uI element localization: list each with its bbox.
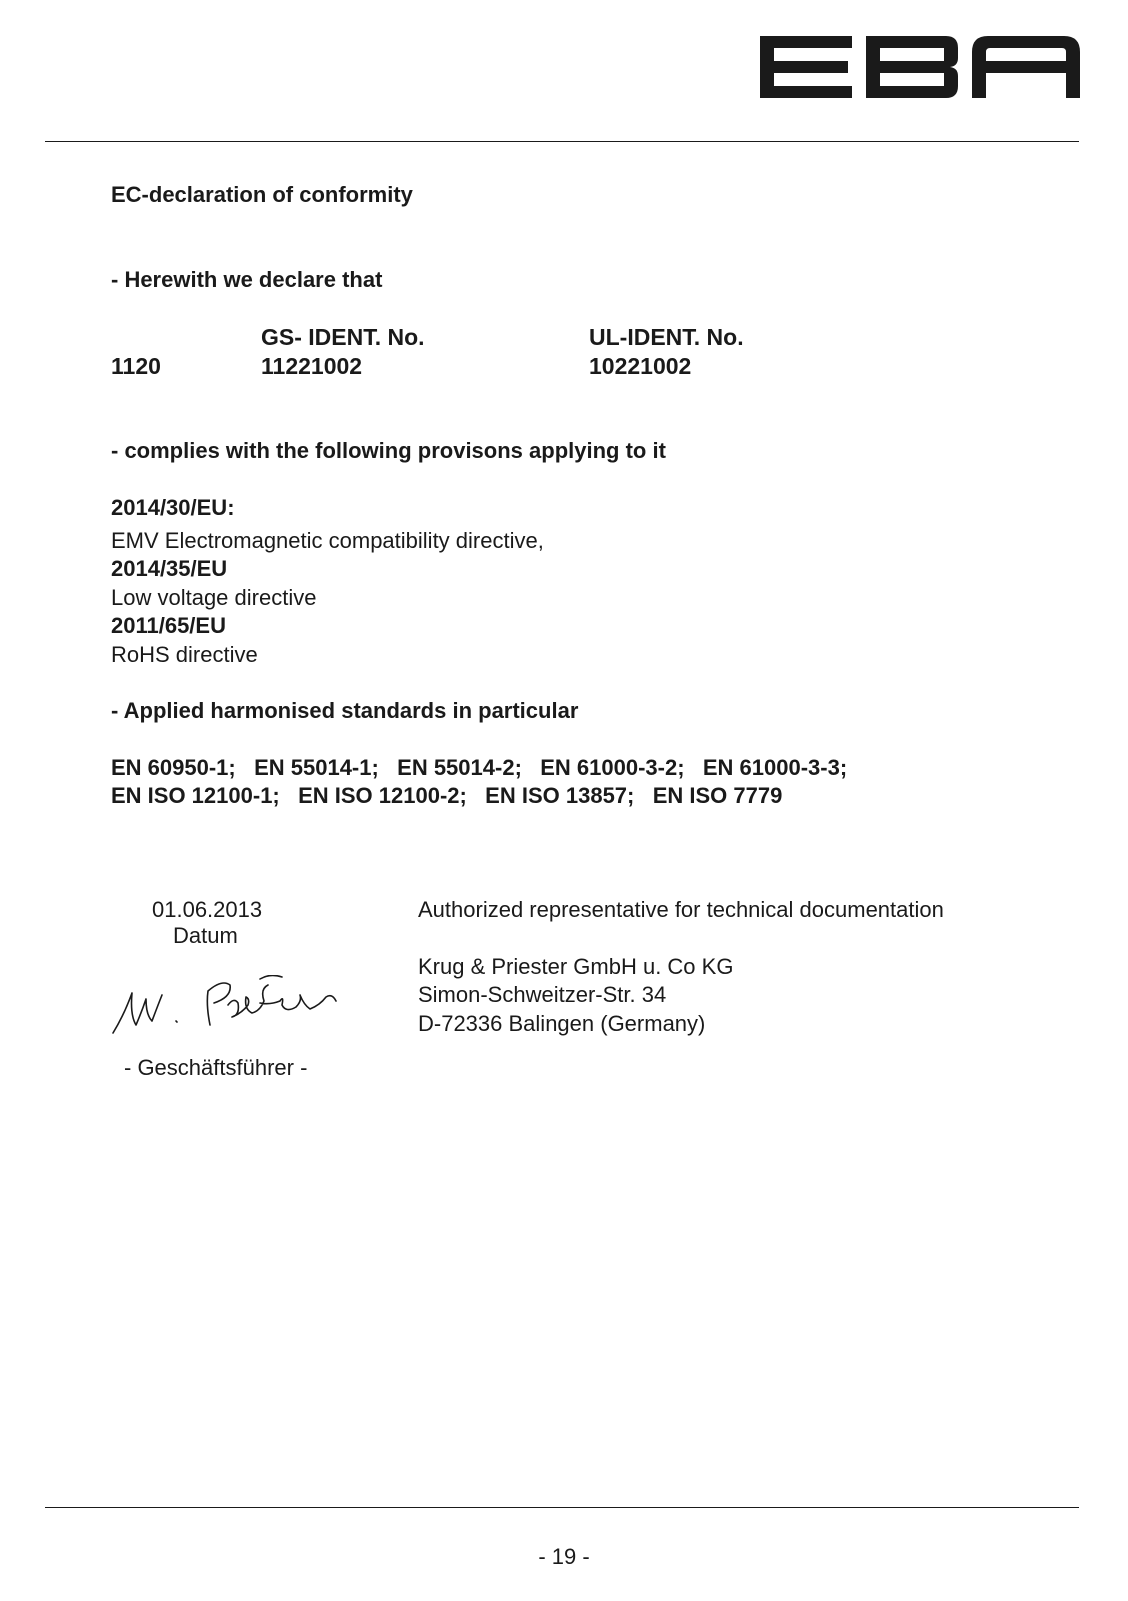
company-name: Krug & Priester GmbH u. Co KG (418, 954, 734, 979)
ul-ident-value: 10221002 (589, 353, 692, 379)
eba-logo (760, 36, 1080, 98)
footer-rule (45, 1507, 1079, 1508)
page-number: - 19 - (538, 1544, 590, 1569)
standards-line-2: EN ISO 12100-1; EN ISO 12100-2; EN ISO 13857; EN ISO 7779 (111, 783, 783, 808)
signature-date: 01.06.2013 (152, 897, 263, 922)
declare-intro: - Herewith we declare that (111, 267, 383, 292)
directive-name: EMV Electromagnetic compatibility directive, (111, 528, 544, 553)
page-title: EC-declaration of conformity (111, 182, 413, 207)
model-number: 1120 (111, 353, 161, 379)
directive-code: 2011/65/EU (111, 613, 226, 638)
date-label: Datum (173, 923, 238, 948)
ul-ident-header: UL-IDENT. No. (589, 324, 744, 350)
standards-intro: - Applied harmonised standards in particular (111, 698, 579, 723)
complies-intro: - complies with the following provisons applying to it (111, 438, 666, 463)
representative-heading: Authorized representative for technical documentation (418, 897, 944, 922)
directive-code: 2014/35/EU (111, 556, 228, 581)
company-street: Simon-Schweitzer-Str. 34 (418, 982, 667, 1007)
directive-name: Low voltage directive (111, 585, 317, 610)
handwritten-signature (110, 975, 360, 1065)
standards-line-1: EN 60950-1; EN 55014-1; EN 55014-2; EN 61000-3-2; EN 61000-3-3; (111, 755, 848, 780)
company-city: D-72336 Balingen (Germany) (418, 1011, 706, 1036)
header-rule (45, 141, 1079, 142)
directive-code: 2014/30/EU: (111, 495, 235, 520)
role-label: - Geschäftsführer - (124, 1055, 308, 1080)
directive-name: RoHS directive (111, 642, 258, 667)
gs-ident-value: 11221002 (261, 353, 363, 379)
gs-ident-header: GS- IDENT. No. (261, 324, 425, 350)
